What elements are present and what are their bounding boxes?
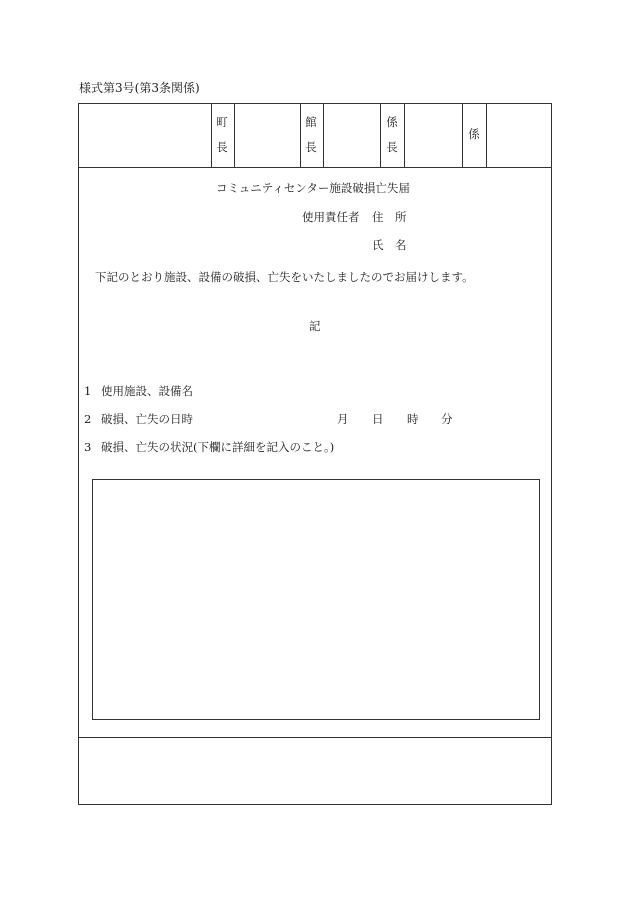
stamp-label-kan-bottom: 長 — [305, 140, 317, 154]
stamp-label-chou-top: 町 — [216, 115, 228, 129]
address-label: 住 所 — [372, 210, 407, 224]
body-text: 下記のとおり施設、設備の破損、亡失をいたしましたのでお届けします。 — [95, 270, 474, 284]
stamp-label-kan-top: 館 — [305, 115, 317, 129]
stamp-divider — [234, 103, 235, 167]
form-label: 様式第3号(第3条関係) — [79, 81, 200, 95]
date-minute-label: 分 — [441, 412, 453, 426]
ki-heading: 記 — [309, 319, 321, 333]
item-number: 3 — [84, 440, 92, 454]
form-title: コミュニティセンター施設破損亡失届 — [216, 181, 410, 195]
stamp-grid-bottom-line — [78, 167, 552, 168]
stamp-label-kakari: 係 — [468, 127, 480, 141]
stamp-divider — [462, 103, 463, 167]
details-box — [92, 479, 540, 720]
stamp-divider — [380, 103, 381, 167]
applicant-role: 使用責任者 — [302, 210, 360, 224]
item-number: 1 — [84, 384, 92, 398]
stamp-label-kakari-top: 係 — [386, 115, 398, 129]
date-hour-label: 時 — [407, 412, 419, 426]
stamp-divider — [300, 103, 301, 167]
stamp-divider — [486, 103, 487, 167]
date-day-label: 日 — [372, 412, 384, 426]
item-text: 使用施設、設備名 — [101, 384, 193, 398]
stamp-divider — [404, 103, 405, 167]
item-number: 2 — [84, 412, 92, 426]
remarks-area — [79, 738, 551, 804]
stamp-label-chou-bottom: 長 — [216, 140, 228, 154]
stamp-divider — [211, 103, 212, 167]
date-month-label: 月 — [337, 412, 349, 426]
stamp-divider — [323, 103, 324, 167]
item-text: 破損、亡失の状況(下欄に詳細を記入のこと。) — [101, 440, 335, 454]
item-text: 破損、亡失の日時 — [101, 412, 193, 426]
stamp-label-kakari-bottom: 長 — [386, 140, 398, 154]
name-label: 氏 名 — [372, 238, 407, 252]
